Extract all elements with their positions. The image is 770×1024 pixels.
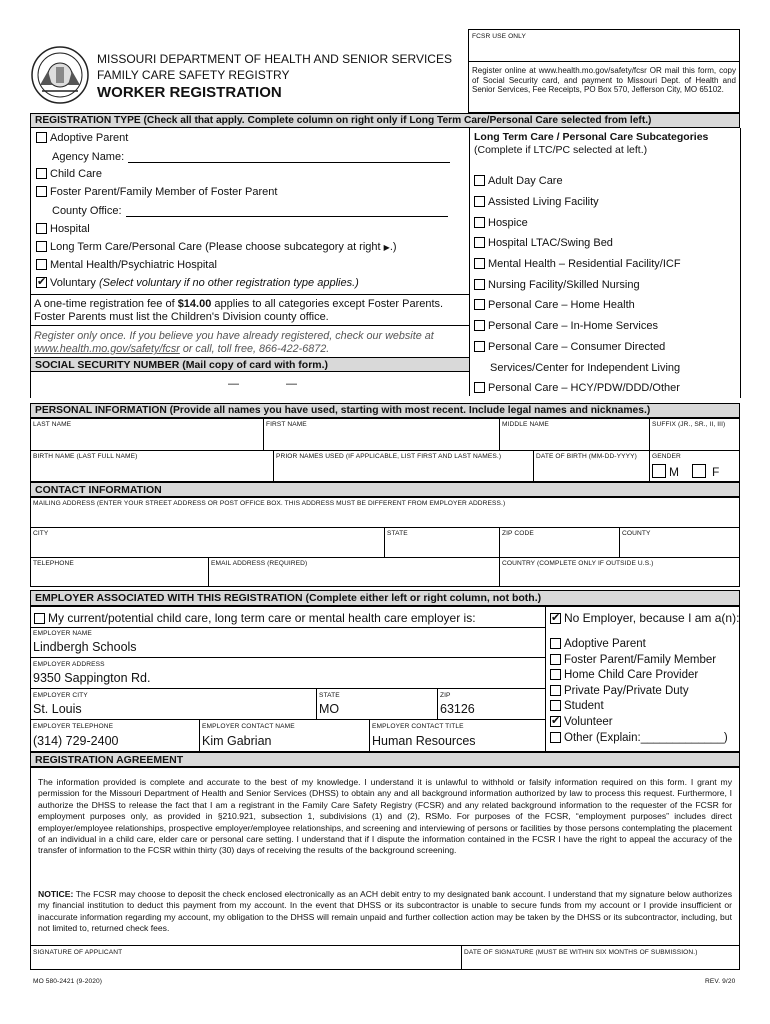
sub-mental-health[interactable]: Mental Health – Residential Facility/ICF bbox=[474, 258, 681, 270]
employer-contact-label: EMPLOYER CONTACT NAME bbox=[202, 723, 295, 730]
register-info: Register online at www.health.mo.gov/safety/fcsr OR mail this form, copy of Social Security card, and payment to Missouri Dept. of Health and Senior Services, Fee Receipts, PO Box 570, Jefferson City, MO 65102. bbox=[472, 66, 736, 95]
hospital-option[interactable]: Hospital bbox=[36, 223, 90, 235]
checkbox[interactable] bbox=[474, 320, 485, 331]
checkbox[interactable] bbox=[550, 638, 561, 649]
form-number: MO 580-2421 (9-2020) bbox=[33, 978, 103, 985]
sub-hospital-ltac[interactable]: Hospital LTAC/Swing Bed bbox=[474, 237, 613, 249]
no-emp-private-pay[interactable]: Private Pay/Private Duty bbox=[550, 685, 689, 697]
adoptive-parent-option[interactable]: Adoptive Parent bbox=[36, 132, 128, 144]
employer-title-label: EMPLOYER CONTACT TITLE bbox=[372, 723, 464, 730]
country-label: COUNTRY (COMPLETE ONLY IF OUTSIDE U.S.) bbox=[502, 560, 654, 567]
county-office-field[interactable] bbox=[126, 216, 448, 217]
no-emp-adoptive-parent[interactable]: Adoptive Parent bbox=[550, 638, 646, 650]
sub-assisted-living[interactable]: Assisted Living Facility bbox=[474, 196, 599, 208]
no-emp-student[interactable]: Student bbox=[550, 700, 604, 712]
agency-name-label: Agency Name: bbox=[52, 151, 125, 163]
dob-label: DATE OF BIRTH (MM-DD-YYYY) bbox=[536, 453, 637, 460]
county-office-label: County Office: bbox=[52, 205, 122, 217]
child-care-option[interactable]: Child Care bbox=[36, 168, 102, 180]
register-once-text: Register only once. If you believe you have already registered, check our website at bbox=[34, 330, 434, 342]
revision: REV. 9/20 bbox=[705, 978, 736, 985]
employer-city-field[interactable]: St. Louis bbox=[33, 702, 82, 716]
state-label: STATE bbox=[387, 530, 408, 537]
register-once-text-2: www.health.mo.gov/safety/fcsr or call, toll free, 866-422-6872. bbox=[34, 343, 330, 355]
gender-male-option[interactable]: M bbox=[652, 464, 679, 479]
checkbox[interactable] bbox=[36, 132, 47, 143]
county-label: COUNTY bbox=[622, 530, 651, 537]
checkbox-checked[interactable] bbox=[36, 277, 47, 288]
sub-hcy[interactable]: Personal Care – HCY/PDW/DDD/Other bbox=[474, 382, 680, 394]
ssn-dash-1: — bbox=[228, 378, 239, 390]
personal-info-heading: PERSONAL INFORMATION (Provide all names you have used, starting with most recent. Include legal names and nicknames.) bbox=[30, 403, 740, 418]
signature-label: SIGNATURE OF APPLICANT bbox=[33, 949, 123, 956]
ltc-option[interactable]: Long Term Care/Personal Care (Please choose subcategory at right ▶.) bbox=[36, 241, 397, 253]
arrow-right-icon: ▶ bbox=[383, 243, 390, 252]
sub-hospice[interactable]: Hospice bbox=[474, 217, 528, 229]
sub-in-home[interactable]: Personal Care – In-Home Services bbox=[474, 320, 658, 332]
employer-address-field[interactable]: 9350 Sappington Rd. bbox=[33, 671, 151, 685]
checkbox[interactable] bbox=[474, 258, 485, 269]
checkbox[interactable] bbox=[652, 464, 666, 478]
fee-text: A one-time registration fee of $14.00 applies to all categories except Foster Parents. bbox=[34, 298, 444, 310]
foster-parent-option[interactable]: Foster Parent/Family Member of Foster Parent bbox=[36, 186, 277, 198]
form-title: WORKER REGISTRATION bbox=[97, 84, 282, 101]
city-label: CITY bbox=[33, 530, 49, 537]
checkbox[interactable] bbox=[36, 186, 47, 197]
last-name-label: LAST NAME bbox=[33, 421, 72, 428]
signature-date-label: DATE OF SIGNATURE (MUST BE WITHIN SIX MONTHS OF SUBMISSION.) bbox=[464, 949, 698, 956]
checkbox[interactable] bbox=[550, 669, 561, 680]
checkbox[interactable] bbox=[474, 279, 485, 290]
signature-field[interactable] bbox=[31, 958, 460, 969]
sub-adult-day-care[interactable]: Adult Day Care bbox=[474, 175, 563, 187]
agency-name-field[interactable] bbox=[128, 162, 450, 163]
employer-phone-label: EMPLOYER TELEPHONE bbox=[33, 723, 114, 730]
checkbox-checked[interactable] bbox=[550, 613, 561, 624]
checkbox[interactable] bbox=[474, 196, 485, 207]
checkbox[interactable] bbox=[474, 341, 485, 352]
fcsr-use-label: FCSR USE ONLY bbox=[472, 33, 526, 40]
checkbox[interactable] bbox=[550, 732, 561, 743]
gender-label: GENDER bbox=[652, 453, 681, 460]
mailing-address-label: MAILING ADDRESS (ENTER YOUR STREET ADDRESS OR POST OFFICE BOX. THIS ADDRESS MUST BE DIFFERENT FROM EMPLOYER ADDRESS.) bbox=[33, 500, 506, 507]
sub-nursing-facility[interactable]: Nursing Facility/Skilled Nursing bbox=[474, 279, 640, 291]
contact-info-heading: CONTACT INFORMATION bbox=[30, 482, 740, 497]
checkbox-checked[interactable] bbox=[550, 716, 561, 727]
no-employer-option[interactable]: ✔ No Employer, because I am a(n): bbox=[550, 611, 739, 625]
checkbox[interactable] bbox=[36, 259, 47, 270]
employer-name-field[interactable]: Lindbergh Schools bbox=[33, 640, 137, 654]
agreement-heading: REGISTRATION AGREEMENT bbox=[30, 752, 740, 767]
registry-name: FAMILY CARE SAFETY REGISTRY bbox=[97, 68, 290, 82]
employer-phone-field[interactable]: (314) 729-2400 bbox=[33, 734, 119, 748]
no-emp-foster-parent[interactable]: Foster Parent/Family Member bbox=[550, 654, 716, 666]
employer-contact-field[interactable]: Kim Gabrian bbox=[202, 734, 272, 748]
my-employer-option[interactable]: My current/potential child care, long term care or mental health care employer is: bbox=[34, 611, 476, 625]
employer-city-label: EMPLOYER CITY bbox=[33, 692, 88, 699]
ssn-heading: SOCIAL SECURITY NUMBER (Mail copy of card with form.) bbox=[30, 357, 470, 372]
checkbox[interactable] bbox=[36, 168, 47, 179]
sub-consumer-directed[interactable]: Personal Care – Consumer Directed bbox=[474, 341, 665, 353]
checkbox[interactable] bbox=[474, 237, 485, 248]
checkbox[interactable] bbox=[474, 175, 485, 186]
no-emp-home-child-care[interactable]: Home Child Care Provider bbox=[550, 669, 698, 681]
signature-date-field[interactable] bbox=[462, 958, 739, 969]
employer-address-label: EMPLOYER ADDRESS bbox=[33, 661, 105, 668]
employer-title-field[interactable]: Human Resources bbox=[372, 734, 476, 748]
middle-name-label: MIDDLE NAME bbox=[502, 421, 549, 428]
birth-name-label: BIRTH NAME (LAST FULL NAME) bbox=[33, 453, 138, 460]
dept-name: MISSOURI DEPARTMENT OF HEALTH AND SENIOR SERVICES bbox=[97, 52, 452, 66]
employer-state-label: STATE bbox=[319, 692, 340, 699]
sub-consumer-directed-cont: Services/Center for Independent Living bbox=[490, 362, 681, 374]
gender-female-option[interactable]: F bbox=[692, 464, 719, 479]
checkbox[interactable] bbox=[36, 223, 47, 234]
prior-names-label: PRIOR NAMES USED (IF APPLICABLE, LIST FIRST AND LAST NAMES.) bbox=[276, 453, 502, 460]
checkbox[interactable] bbox=[474, 382, 485, 393]
mental-health-option[interactable]: Mental Health/Psychiatric Hospital bbox=[36, 259, 217, 271]
checkbox[interactable] bbox=[474, 217, 485, 228]
checkbox[interactable] bbox=[36, 241, 47, 252]
checkbox[interactable] bbox=[692, 464, 706, 478]
agreement-notice: NOTICE: The FCSR may choose to deposit the check enclosed electronically as an ACH debit entry to my designated bank account. I understand that my signature below authorizes my financial institution to deduct this payment from my account. In the event that DHSS or its subcontractor is unable to secure funds from my account or I provide insufficient or inaccurate information regarding my account, my obligation to the DHSS will remain unpaid and further collection action may be taken by the DHSS or its subcontractor, including, but not limited to, returned check fees. bbox=[38, 889, 732, 934]
employer-state-field[interactable]: MO bbox=[319, 702, 340, 716]
subcategories-heading: Long Term Care / Personal Care Subcategories bbox=[474, 131, 709, 143]
checkbox[interactable] bbox=[550, 685, 561, 696]
subcategories-subheading: (Complete if LTC/PC selected at left.) bbox=[474, 144, 648, 156]
email-label: EMAIL ADDRESS (REQUIRED) bbox=[211, 560, 308, 567]
ssn-dash-2: — bbox=[286, 378, 297, 390]
employer-zip-field[interactable]: 63126 bbox=[440, 702, 475, 716]
no-emp-other[interactable]: Other (Explain:_____________) bbox=[550, 732, 728, 744]
suffix-label: SUFFIX (JR., SR., II, III) bbox=[652, 421, 726, 428]
voluntary-option[interactable]: ✔Voluntary (Select voluntary if no other registration type applies.) bbox=[36, 277, 359, 289]
no-emp-volunteer[interactable]: ✔Volunteer bbox=[550, 716, 613, 728]
employer-heading: EMPLOYER ASSOCIATED WITH THIS REGISTRATION (Complete either left or right column, not both.) bbox=[30, 590, 740, 606]
telephone-label: TELEPHONE bbox=[33, 560, 74, 567]
fee-text-2: Foster Parents must list the Children's Division county office. bbox=[34, 311, 329, 323]
registration-type-heading: REGISTRATION TYPE (Check all that apply. Complete column on right only if Long Term Care/Personal Care selected from left.) bbox=[30, 113, 740, 128]
state-seal bbox=[30, 45, 90, 105]
first-name-label: FIRST NAME bbox=[266, 421, 307, 428]
sub-home-health[interactable]: Personal Care – Home Health bbox=[474, 299, 635, 311]
checkbox[interactable] bbox=[474, 299, 485, 310]
checkbox[interactable] bbox=[550, 700, 561, 711]
employer-name-label: EMPLOYER NAME bbox=[33, 630, 92, 637]
checkbox[interactable] bbox=[550, 654, 561, 665]
website-link[interactable]: www.health.mo.gov/safety/fcsr bbox=[34, 343, 180, 355]
checkbox[interactable] bbox=[34, 613, 45, 624]
employer-zip-label: ZIP bbox=[440, 692, 451, 699]
zip-label: ZIP CODE bbox=[502, 530, 534, 537]
agreement-text: The information provided is complete and accurate to the best of my knowledge. I understand it is unlawful to withhold or falsify information required on this form. I grant my permission for the Missouri Department of Health and Senior Services (DHSS) to obtain any and all background information authorized by law to process this request. Furthermore, I authorize the DHSS to release the fact that I am a registrant in the Family Care Safety Registry (FCSR) and any related background information to the requester of the FCSR for employment purposes only, as provided in §210.921, subsection 1, subdivisions (1) and (2), RSMo. For purposes of the FCSR, “employment purposes” includes direct employer/employee relationships, prospective employer/employee relationships, and screening and interviewing of persons or facilities by those persons contemplating the placement of an individual in a child care, elder care or personal care setting. I understand that if I dispute the information contained in the FCSR I have the right to appeal the accuracy of the transfer of information to the FCSR within thirty (30) days of receiving the results of the background screening. bbox=[38, 777, 732, 856]
